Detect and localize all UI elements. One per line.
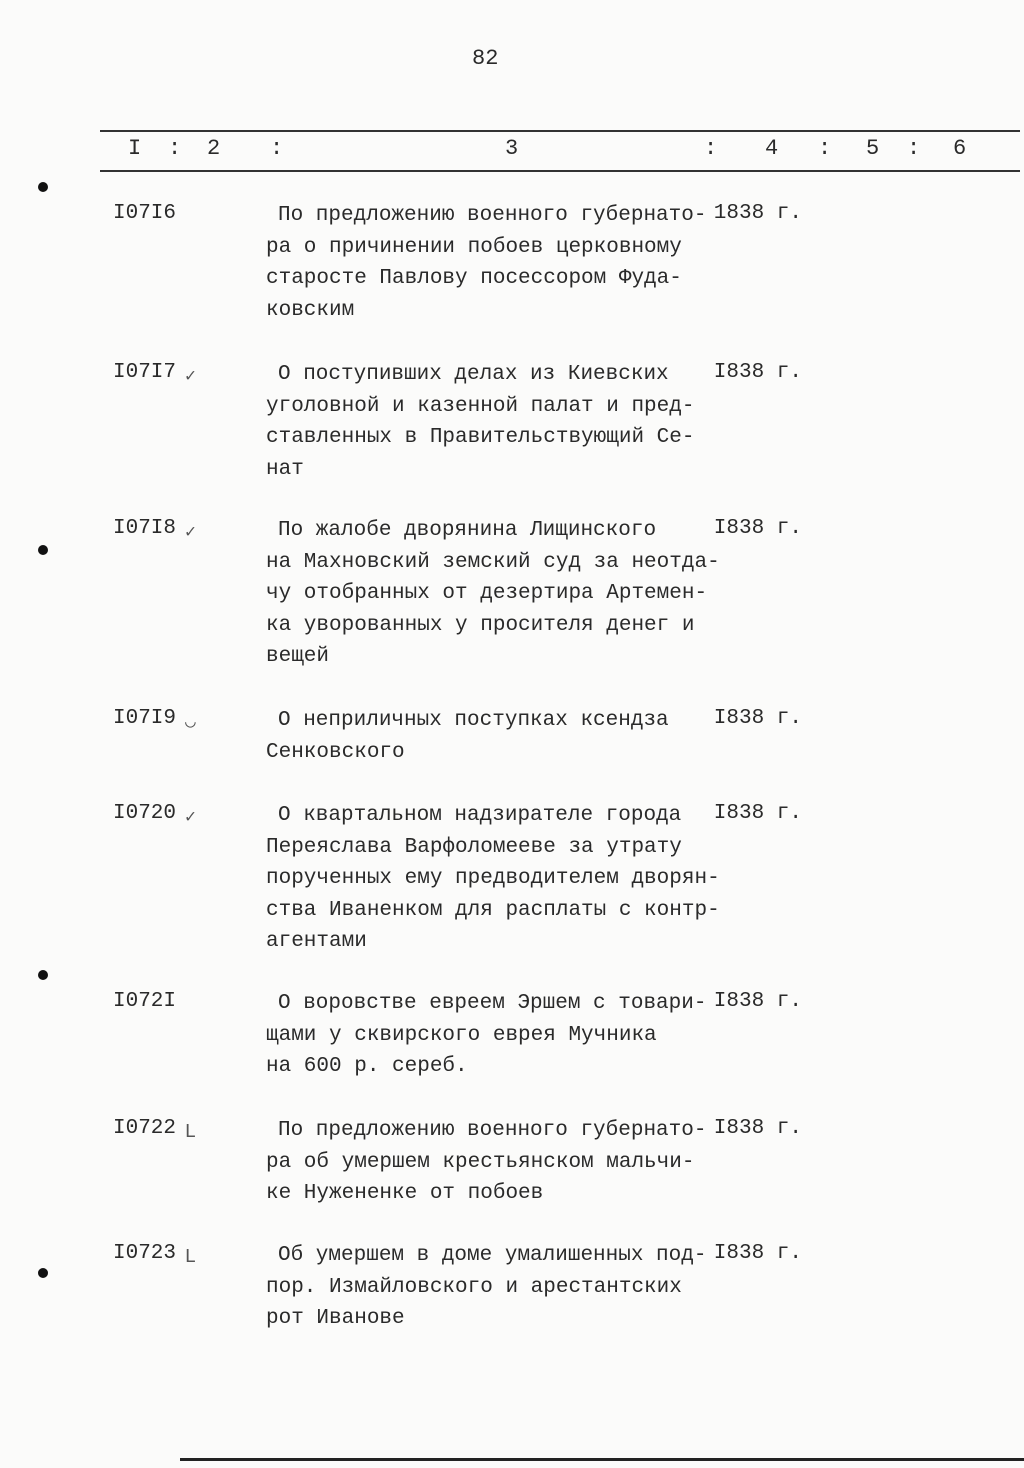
entry-year: I838 г. bbox=[713, 1117, 802, 1140]
description-line: По жалобе дворянина Лищинского bbox=[278, 519, 657, 542]
description-line: ка уворованных у просителя денег и bbox=[266, 613, 695, 637]
column-separator: : bbox=[704, 136, 718, 161]
entry-year: I838 г. bbox=[713, 361, 802, 384]
column-number: I bbox=[128, 136, 142, 161]
description-line: вещей bbox=[266, 645, 330, 668]
entry-number: I07I6 bbox=[113, 202, 177, 225]
entry-year: 1838 г. bbox=[713, 202, 802, 225]
entry-number: I07I9 bbox=[113, 707, 177, 730]
description-line: порученных ему предводителем дворян- bbox=[266, 867, 720, 890]
description-line: ра о причинении побоев церковному bbox=[266, 235, 682, 259]
entry-year: I838 г. bbox=[713, 707, 802, 730]
check-mark-icon: ✓ bbox=[185, 523, 196, 543]
entry-year: I838 г. bbox=[713, 517, 802, 540]
punch-hole bbox=[38, 970, 48, 980]
description-line: ке Нужененке от побоев bbox=[266, 1182, 544, 1205]
description-line: старосте Павлову посессором Фуда- bbox=[266, 267, 682, 290]
column-separator: : bbox=[818, 136, 832, 161]
punch-hole bbox=[38, 182, 48, 192]
entry-description bbox=[266, 515, 736, 673]
description-line: О неприличных поступках ксендза bbox=[278, 709, 669, 732]
description-line: О поступивших делах из Киевских bbox=[278, 363, 669, 386]
description-line: ставленных в Правительствующий Се- bbox=[266, 426, 695, 449]
description-line: рот Иванове bbox=[266, 1307, 405, 1330]
description-line: нат bbox=[266, 457, 304, 481]
description-line: на Махновский земский суд за неотда- bbox=[266, 550, 720, 574]
entry-description bbox=[266, 200, 736, 326]
check-mark-icon: ◡ bbox=[185, 713, 196, 733]
description-line: Сенковского bbox=[266, 740, 405, 764]
description-line: пор. Измайловского и арестантских bbox=[266, 1275, 682, 1299]
column-separator: : bbox=[168, 136, 182, 161]
description-line: уголовной и казенной палат и пред- bbox=[266, 394, 695, 418]
entry-number: I0722 bbox=[113, 1117, 177, 1140]
header-bottom-rule bbox=[100, 170, 1020, 172]
check-mark-icon: ✓ bbox=[185, 808, 196, 828]
entry-number: I07I7 bbox=[113, 361, 177, 384]
column-separator: : bbox=[270, 136, 284, 161]
description-line: По предложению военного губернато- bbox=[278, 204, 707, 227]
entry-description bbox=[266, 800, 736, 958]
entry-number: I0720 bbox=[113, 802, 177, 825]
description-line: на 600 р. сереб. bbox=[266, 1055, 468, 1078]
column-number: 2 bbox=[207, 136, 221, 161]
entry-number: I07I8 bbox=[113, 517, 177, 540]
check-mark-icon: ᒪ bbox=[185, 1123, 196, 1143]
check-mark-icon: ✓ bbox=[185, 367, 196, 387]
page-number: 82 bbox=[472, 46, 499, 71]
description-line: О воровстве евреем Эршем с товари- bbox=[278, 992, 707, 1015]
header-top-rule bbox=[100, 130, 1020, 132]
punch-hole bbox=[38, 545, 48, 555]
entry-year: I838 г. bbox=[713, 990, 802, 1013]
entry-description bbox=[266, 988, 736, 1083]
description-line: ковским bbox=[266, 298, 355, 322]
column-number: 4 bbox=[765, 136, 779, 161]
entry-description bbox=[266, 1115, 736, 1210]
description-line: ства Иваненком для расплаты с контр- bbox=[266, 898, 720, 922]
column-separator: : bbox=[907, 136, 921, 161]
punch-hole bbox=[38, 1268, 48, 1278]
entry-description bbox=[266, 359, 736, 485]
entry-number: I0723 bbox=[113, 1242, 177, 1265]
description-line: агентами bbox=[266, 930, 367, 953]
entry-year: I838 г. bbox=[713, 802, 802, 825]
description-line: О квартальном надзирателе города bbox=[278, 804, 682, 827]
entry-number: I072I bbox=[113, 990, 177, 1013]
description-line: Переяслава Варфоломееве за утрату bbox=[266, 835, 682, 859]
description-line: Об умершем в доме умалишенных под- bbox=[278, 1244, 707, 1267]
entry-description bbox=[266, 1240, 736, 1335]
description-line: щами у сквирского еврея Мучника bbox=[266, 1023, 657, 1047]
description-line: По предложению военного губернато- bbox=[278, 1119, 707, 1142]
entry-description bbox=[266, 705, 736, 768]
entry-year: I838 г. bbox=[713, 1242, 802, 1265]
bottom-edge-rule bbox=[180, 1458, 1024, 1461]
check-mark-icon: ᒪ bbox=[185, 1248, 196, 1268]
column-number: 3 bbox=[505, 136, 519, 161]
description-line: чу отобранных от дезертира Артемен- bbox=[266, 582, 708, 605]
column-number: 6 bbox=[953, 136, 967, 161]
description-line: ра об умершем крестьянском мальчи- bbox=[266, 1150, 695, 1174]
column-number: 5 bbox=[866, 136, 880, 161]
